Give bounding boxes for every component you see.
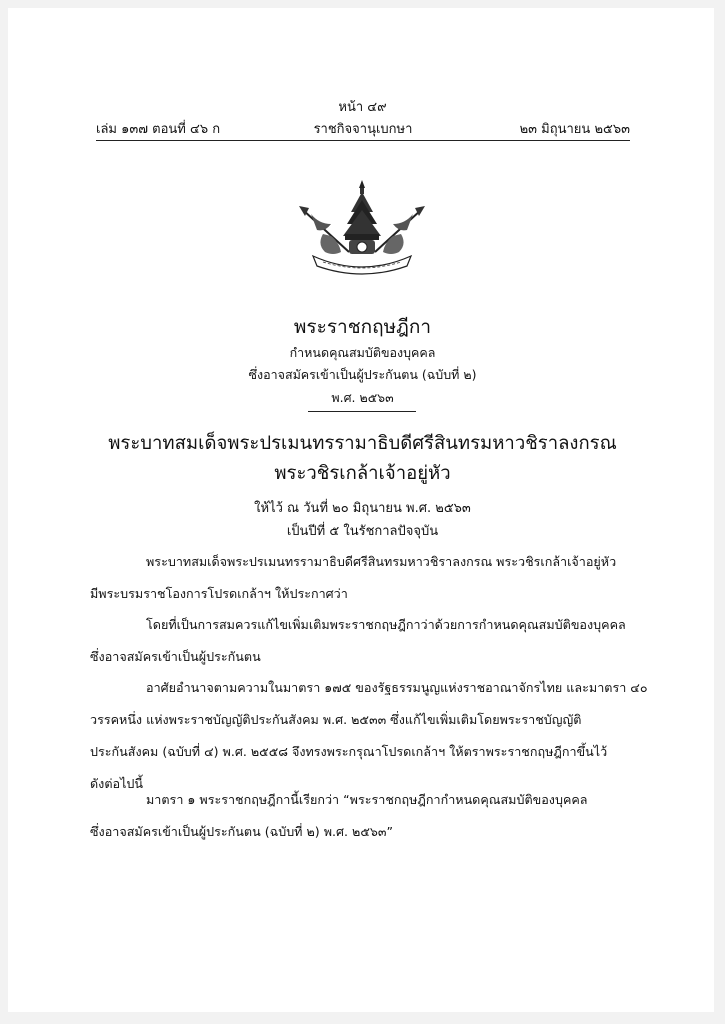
reason-line-2: ซึ่งอาจสมัครเข้าเป็นผู้ประกันตน — [90, 649, 261, 664]
reason-paragraph — [90, 609, 630, 673]
section-1-paragraph — [90, 784, 630, 848]
volume-issue: เล่ม ๑๓๗ ตอนที่ ๔๖ ก — [96, 122, 221, 137]
decree-subtitle-1: กำหนดคุณสมบัติของบุคคล — [289, 345, 436, 360]
header-divider — [96, 140, 630, 141]
gazette-name: ราชกิจจานุเบกษา — [313, 122, 413, 137]
authority-line-2: วรรคหนึ่ง แห่งพระราชบัญญัติประกันสังคม พ.ศ. ๒๕๓๓ ซึ่งแก้ไขเพิ่มเติมโดยพระราชบัญญัติ — [90, 712, 582, 727]
publication-date: ๒๓ มิถุนายน ๒๕๖๓ — [519, 122, 630, 137]
preamble-line-2: มีพระบรมราชโองการโปรดเกล้าฯ ให้ประกาศว่า — [90, 586, 348, 601]
reason-line-1: โดยที่เป็นการสมควรแก้ไขเพิ่มเติมพระราชกฤษฎีกาว่าด้วยการกำหนดคุณสมบัติของบุคคล — [146, 617, 626, 632]
decree-year: พ.ศ. ๒๕๖๓ — [331, 390, 394, 405]
authority-line-1: อาศัยอำนาจตามความในมาตรา ๑๗๕ ของรัฐธรรมนูญแห่งราชอาณาจักรไทย และมาตรา ๔๐ — [146, 680, 648, 695]
authority-paragraph — [90, 672, 648, 800]
decree-subtitle-2: ซึ่งอาจสมัครเข้าเป็นผู้ประกันตน (ฉบับที่ ๒) — [248, 367, 477, 382]
king-title-line-1: พระบาทสมเด็จพระปรเมนทรรามาธิบดีศรีสินทรมหาวชิราลงกรณ — [108, 433, 617, 454]
preamble-line-1: พระบาทสมเด็จพระปรเมนทรรามาธิบดีศรีสินทรมหาวชิราลงกรณ พระวชิรเกล้าเจ้าอยู่หัว — [146, 554, 617, 569]
decree-title: พระราชกฤษฎีกา — [293, 316, 432, 338]
title-divider — [308, 411, 416, 412]
page-number: หน้า ๔๙ — [338, 100, 387, 115]
given-date: ให้ไว้ ณ วันที่ ๒๐ มิถุนายน พ.ศ. ๒๕๖๓ — [254, 501, 471, 516]
authority-line-4: ดังต่อไปนี้ — [90, 776, 144, 791]
preamble-paragraph — [90, 546, 630, 610]
section-1-line-2: ซึ่งอาจสมัครเข้าเป็นผู้ประกันตน (ฉบับที่ ๒) พ.ศ. ๒๕๖๓” — [90, 824, 393, 839]
section-1-line-1: มาตรา ๑ พระราชกฤษฎีกานี้เรียกว่า “พระราชกฤษฎีกากำหนดคุณสมบัติของบุคคล — [146, 792, 588, 807]
royal-emblem-icon — [293, 178, 431, 280]
king-title-line-2: พระวชิรเกล้าเจ้าอยู่หัว — [274, 463, 451, 484]
reign-year: เป็นปีที่ ๕ ในรัชกาลปัจจุบัน — [286, 524, 439, 539]
authority-line-3: ประกันสังคม (ฉบับที่ ๔) พ.ศ. ๒๕๕๘ จึงทรงพระกรุณาโปรดเกล้าฯ ให้ตราพระราชกฤษฎีกาขึ้นไว้ — [90, 744, 608, 759]
